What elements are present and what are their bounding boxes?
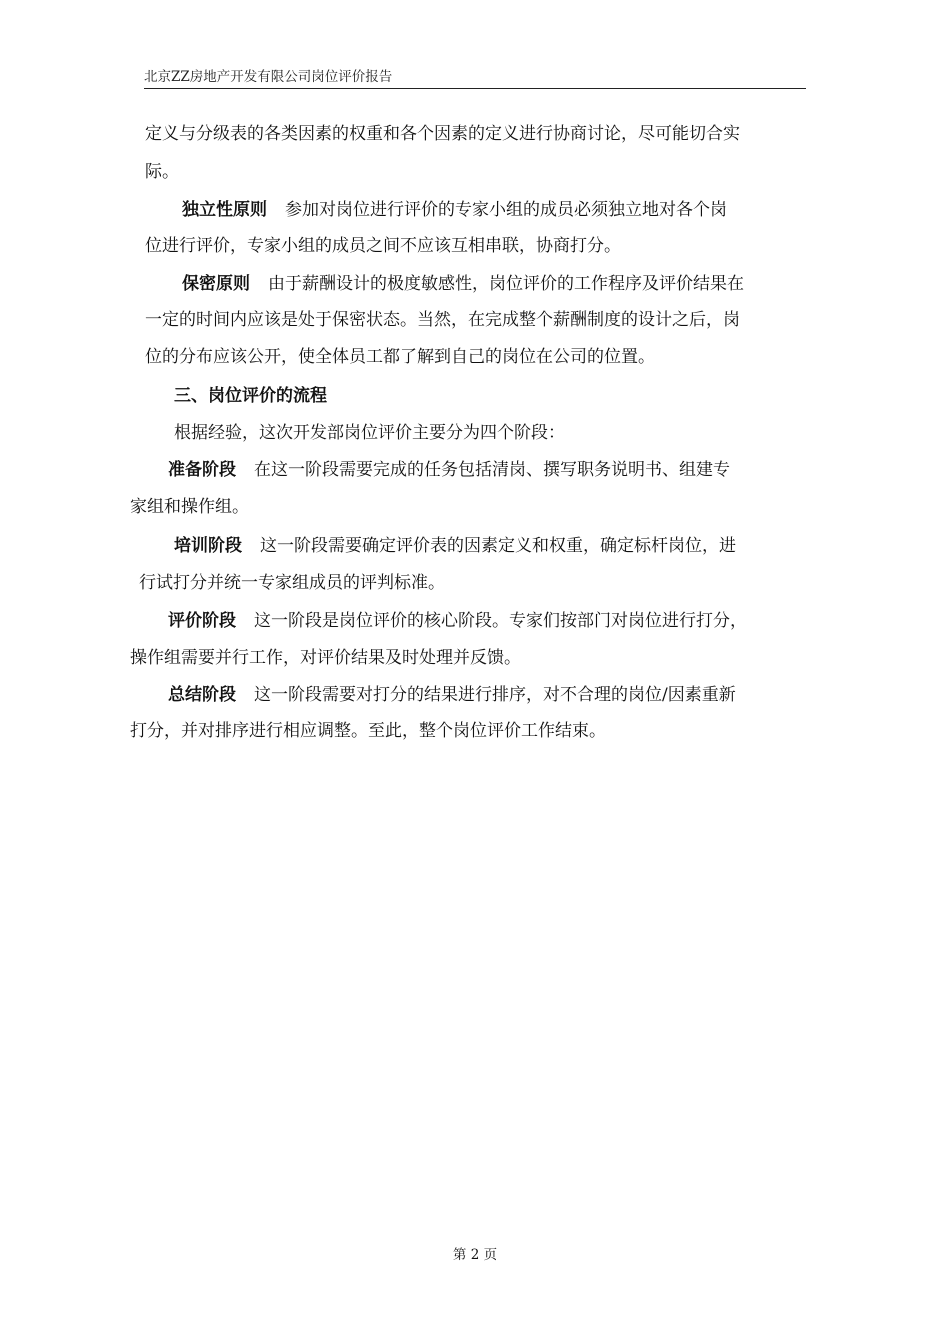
page-footer xyxy=(0,1245,950,1265)
paragraph-evaluation xyxy=(168,609,747,633)
paragraph-text: 参加对岗位进行评价的专家小组的成员必须独立地对各个岗 xyxy=(285,200,727,220)
term-summary: 总结阶段 xyxy=(168,685,236,705)
paragraph-confidentiality xyxy=(182,272,744,296)
page-header xyxy=(144,66,806,89)
paragraph-confidentiality-line: 位的分布应该公开，使全体员工都了解到自己的岗位在公司的位置。 xyxy=(145,347,655,367)
paragraph-independence-line: 位进行评价，专家小组的成员之间不应该互相串联，协商打分。 xyxy=(145,236,621,256)
paragraph-independence xyxy=(182,198,727,222)
paragraph-intro: 根据经验，这次开发部岗位评价主要分为四个阶段： xyxy=(174,423,565,443)
term-confidentiality: 保密原则 xyxy=(182,274,250,294)
paragraph-prep xyxy=(168,458,730,482)
term-evaluation: 评价阶段 xyxy=(168,611,236,631)
paragraph-text: 这一阶段需要确定评价表的因素定义和权重，确定标杆岗位，进 xyxy=(260,536,736,556)
paragraph-evaluation-line: 操作组需要并行工作，对评价结果及时处理并反馈。 xyxy=(130,648,521,668)
paragraph-continuation-line: 定义与分级表的各类因素的权重和各个因素的定义进行协商讨论，尽可能切合实 xyxy=(145,124,740,144)
paragraph-confidentiality-line: 一定的时间内应该是处于保密状态。当然，在完成整个薪酬制度的设计之后，岗 xyxy=(145,310,740,330)
section-heading: 三、岗位评价的流程 xyxy=(174,386,327,406)
term-prep: 准备阶段 xyxy=(168,460,236,480)
paragraph-continuation-line: 际。 xyxy=(145,162,179,182)
paragraph-text: 这一阶段是岗位评价的核心阶段。专家们按部门对岗位进行打分， xyxy=(254,611,747,631)
paragraph-training-line: 行试打分并统一专家组成员的评判标准。 xyxy=(139,573,445,593)
paragraph-training xyxy=(174,534,736,558)
term-training: 培训阶段 xyxy=(174,536,242,556)
header-title: 北京ZZ房地产开发有限公司岗位评价报告 xyxy=(144,69,393,85)
paragraph-text: 由于薪酬设计的极度敏感性，岗位评价的工作程序及评价结果在 xyxy=(268,274,744,294)
page-number: 第 2 页 xyxy=(452,1247,498,1263)
paragraph-summary xyxy=(168,683,736,707)
paragraph-prep-line: 家组和操作组。 xyxy=(130,497,249,517)
paragraph-text: 在这一阶段需要完成的任务包括清岗、撰写职务说明书、组建专 xyxy=(254,460,730,480)
paragraph-text: 这一阶段需要对打分的结果进行排序，对不合理的岗位/因素重新 xyxy=(254,685,736,705)
paragraph-summary-line: 打分，并对排序进行相应调整。至此，整个岗位评价工作结束。 xyxy=(130,721,606,741)
term-independence: 独立性原则 xyxy=(182,200,267,220)
